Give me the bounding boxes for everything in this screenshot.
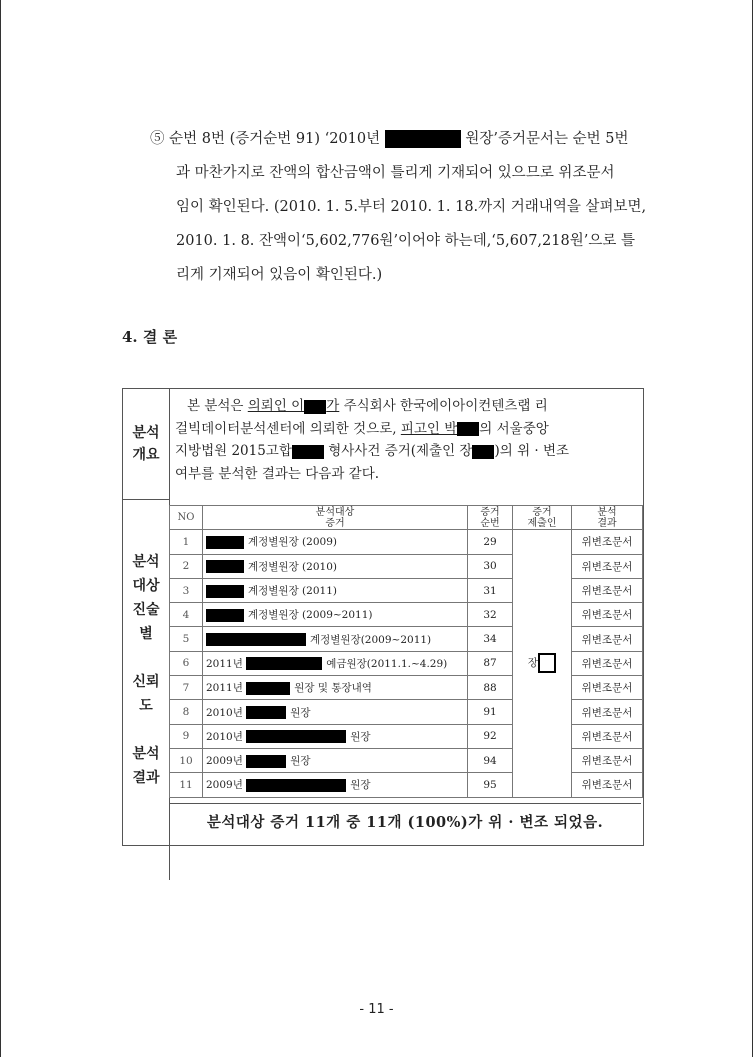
submitter-prefix: 장 (527, 657, 539, 670)
row-seq: 32 (468, 603, 513, 627)
row-target-prefix: 2011년 (206, 682, 243, 695)
row-target-suffix: 계정별원장 (2009) (248, 536, 337, 549)
section-title: 4. 결 론 (122, 328, 178, 346)
redaction-block (206, 560, 244, 573)
row-seq: 30 (468, 554, 513, 578)
row-target (203, 554, 468, 578)
table-row (170, 651, 643, 675)
table-row (170, 773, 643, 797)
row-no: 5 (170, 627, 203, 651)
paragraph-item-5 (150, 122, 670, 292)
table-row (170, 724, 643, 748)
row-target-suffix: 원장 (290, 706, 311, 719)
row-target-suffix: 원장 (350, 730, 371, 743)
row-no: 8 (170, 700, 203, 724)
row-no: 3 (170, 578, 203, 602)
row-result: 위변조문서 (572, 773, 643, 797)
row-seq: 88 (468, 676, 513, 700)
row-result: 위변조문서 (572, 530, 643, 554)
analysis-label-line: 대상 (132, 578, 160, 594)
row-target-suffix: 계정별원장(2009~2011) (310, 633, 432, 646)
row-target-suffix: 원장 및 통장내역 (294, 682, 372, 695)
redaction-block (206, 609, 244, 622)
para-line-4: 2010. 1. 8. 잔액이‘5,602,776원’이어야 하는데,‘5,607,218원’으로 틀 (176, 233, 635, 249)
row-target-suffix: 계정별원장 (2010) (248, 560, 337, 573)
table-row (170, 627, 643, 651)
redaction-block (472, 445, 494, 459)
row-submitter (513, 530, 572, 797)
row-target (203, 773, 468, 797)
row-seq: 87 (468, 651, 513, 675)
redaction-block (246, 755, 286, 768)
row-target-prefix: 2011년 (206, 657, 243, 670)
row-seq: 91 (468, 700, 513, 724)
row-target (203, 748, 468, 772)
row-target (203, 603, 468, 627)
row-target-suffix: 예금원장(2011.1.~4.29) (326, 657, 448, 670)
row-target (203, 651, 468, 675)
row-no: 9 (170, 724, 203, 748)
analysis-label-line: 분석 (132, 554, 160, 570)
redaction-block (246, 730, 346, 743)
row-result: 위변조문서 (572, 554, 643, 578)
row-result: 위변조문서 (572, 651, 643, 675)
row-result: 위변조문서 (572, 578, 643, 602)
row-no: 7 (170, 676, 203, 700)
redaction-block (538, 653, 556, 673)
redaction-block (206, 585, 244, 598)
analysis-label-line: 신뢰 (132, 674, 160, 690)
table-row (170, 700, 643, 724)
row-target-prefix: 2010년 (206, 706, 243, 719)
redaction-block (292, 445, 324, 459)
table-row (170, 578, 643, 602)
redaction-block (246, 682, 290, 695)
redaction-block (304, 400, 326, 414)
analysis-table (169, 505, 643, 798)
row-seq: 31 (468, 578, 513, 602)
overview-label: 분석 개요 (123, 389, 170, 500)
row-result: 위변조문서 (572, 676, 643, 700)
row-seq: 29 (468, 530, 513, 554)
header-no: NO (170, 506, 203, 530)
redaction-block (246, 657, 322, 670)
redaction-block (206, 536, 244, 549)
conclusion-box (122, 388, 644, 846)
header-seq: 증거 순번 (468, 506, 513, 530)
table-row (170, 676, 643, 700)
redaction-block (206, 633, 306, 646)
row-no: 11 (170, 773, 203, 797)
row-seq: 34 (468, 627, 513, 651)
analysis-label-line: 결과 (132, 770, 160, 786)
redaction-block (457, 422, 479, 436)
row-result: 위변조문서 (572, 748, 643, 772)
analysis-label (123, 500, 170, 880)
header-target: 분석대상 증거 (203, 506, 468, 530)
row-seq: 95 (468, 773, 513, 797)
header-submitter: 증거 제출인 (513, 506, 572, 530)
para-line-3: 임이 확인된다. (2010. 1. 5.부터 2010. 1. 18.까지 거래내역을 살펴보면, (176, 199, 647, 215)
header-result: 분석 결과 (572, 506, 643, 530)
row-target (203, 530, 468, 554)
table-row (170, 554, 643, 578)
row-target (203, 724, 468, 748)
analysis-label-line: 분석 (132, 746, 160, 762)
row-no: 10 (170, 748, 203, 772)
row-target-suffix: 원장 (290, 755, 311, 768)
row-seq: 94 (468, 748, 513, 772)
redaction-block (385, 130, 461, 148)
row-no: 1 (170, 530, 203, 554)
row-result: 위변조문서 (572, 700, 643, 724)
row-target-suffix: 계정별원장 (2011) (248, 585, 337, 598)
row-target-suffix: 계정별원장 (2009~2011) (248, 609, 373, 622)
para-line-1: ⑤ 순번 8번 (증거순번 91) ‘2010년 (150, 131, 381, 147)
row-seq: 92 (468, 724, 513, 748)
row-target (203, 627, 468, 651)
redaction-block (246, 706, 286, 719)
table-row (170, 530, 643, 554)
row-target (203, 578, 468, 602)
page-border-left (0, 0, 1, 1057)
analysis-label-line: 별 (139, 626, 153, 642)
page-number: - 11 - (359, 1002, 394, 1017)
table-row (170, 748, 643, 772)
row-no: 4 (170, 603, 203, 627)
row-target-prefix: 2009년 (206, 755, 243, 768)
redaction-block (246, 779, 346, 792)
row-target-prefix: 2010년 (206, 730, 243, 743)
row-no: 6 (170, 651, 203, 675)
row-result: 위변조문서 (572, 603, 643, 627)
row-result: 위변조문서 (572, 724, 643, 748)
para-line-2: 과 마찬가지로 잔액의 합산금액이 틀리게 기재되어 있으므로 위조문서 (176, 165, 615, 181)
analysis-label-line: 진술 (132, 602, 160, 618)
para-line-5: 리게 기재되어 있음이 확인된다.) (176, 267, 383, 283)
row-target-suffix: 원장 (350, 779, 371, 792)
analysis-label-line: 도 (139, 698, 153, 714)
table-row (170, 603, 643, 627)
summary-text: 분석대상 증거 11개 중 11개 (100%)가 위 · 변조 되었음. (169, 803, 641, 844)
para-line-1b: 원장’증거문서는 순번 5번 (465, 131, 629, 147)
row-target-prefix: 2009년 (206, 779, 243, 792)
table-header-row (170, 506, 643, 530)
row-target (203, 676, 468, 700)
row-target (203, 700, 468, 724)
row-result: 위변조문서 (572, 627, 643, 651)
row-no: 2 (170, 554, 203, 578)
overview-text: 본 분석은 의뢰인 이 가 주식회사 한국에이아이컨텐츠랩 리 걸빅데이터분석센터에 의뢰한 것으로, 피고인 박 의 서울중앙 지방법원 2015고합 형사사건 증거(제출인 장 )의 위 · 변조 여부를 분석한 결과는 다음과 같다. (175, 398, 570, 482)
